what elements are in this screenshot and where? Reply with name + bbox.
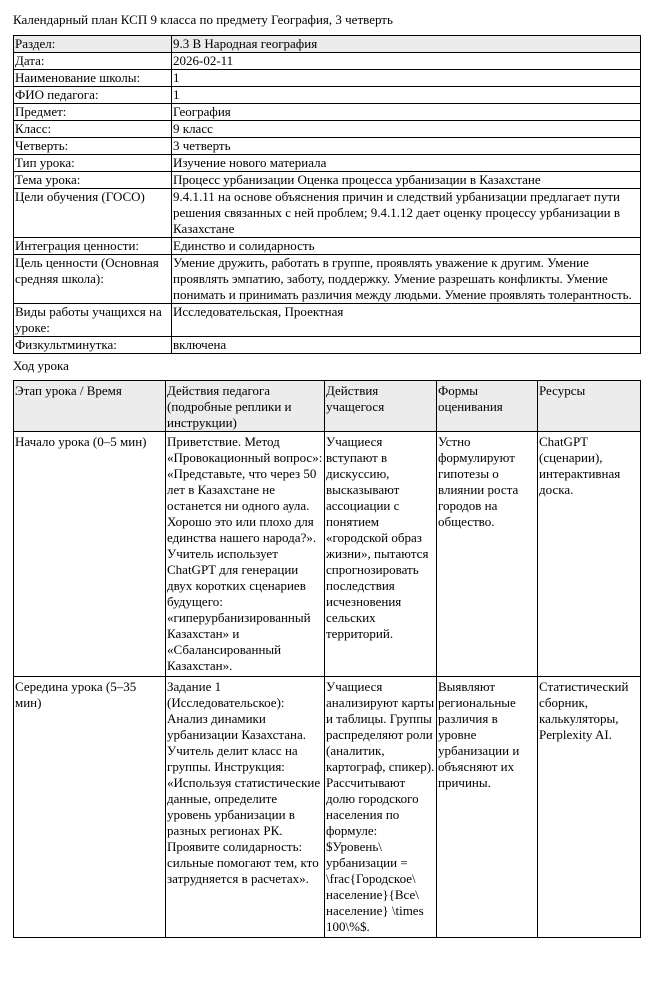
column-header: Действия педагога (подробные реплики и инструкции) xyxy=(166,381,325,432)
lesson-row xyxy=(14,677,641,938)
info-label: Раздел: xyxy=(14,36,172,53)
info-table xyxy=(13,35,641,354)
info-value: Исследовательская, Проектная xyxy=(172,304,641,337)
info-row xyxy=(14,70,641,87)
info-value: Умение дружить, работать в группе, проявлять уважение к другим. Умение проявлять эмпатию, заботу, поддержку. Умение разрешать конфликты. Умение понимать и принимать различия между людьми. Умение проявлять толерантность. xyxy=(172,255,641,304)
info-value: География xyxy=(172,104,641,121)
teacher-actions: Приветствие. Метод «Провокационный вопрос»: «Представьте, что через 50 лет в Казахстане не останется ни одного аула. Хорошо это или плохо для единства нашего народа?». Учитель использует ChatGPT для генерации двух коротких сценариев будущего: «гиперурбанизированный Казахстан» и «Сбалансированный Казахстан». xyxy=(166,432,325,677)
info-value: Изучение нового материала xyxy=(172,155,641,172)
info-label: Предмет: xyxy=(14,104,172,121)
info-label: Класс: xyxy=(14,121,172,138)
lesson-stage: Начало урока (0–5 мин) xyxy=(14,432,166,677)
lesson-row xyxy=(14,432,641,677)
page-title: Календарный план КСП 9 класса по предмету География, 3 четверть xyxy=(13,12,393,27)
column-header: Действия учащегося xyxy=(325,381,437,432)
info-label: Физкультминутка: xyxy=(14,337,172,354)
info-value: Единство и солидарность xyxy=(172,238,641,255)
lesson-header-row xyxy=(14,381,641,432)
student-actions: Учащиеся вступают в дискуссию, высказывают ассоциации с понятием «городской образ жизни», пытаются спрогнозировать последствия исчезновения сельских территорий. xyxy=(325,432,437,677)
info-value: включена xyxy=(172,337,641,354)
info-label: Тема урока: xyxy=(14,172,172,189)
info-value: 2026-02-11 xyxy=(172,53,641,70)
info-row xyxy=(14,138,641,155)
info-row xyxy=(14,121,641,138)
info-row xyxy=(14,337,641,354)
column-header: Ресурсы xyxy=(538,381,641,432)
column-header: Этап урока / Время xyxy=(14,381,166,432)
info-value: 1 xyxy=(172,87,641,104)
info-row xyxy=(14,255,641,304)
info-value: 1 xyxy=(172,70,641,87)
info-label: Дата: xyxy=(14,53,172,70)
info-label: Цели обучения (ГОСО) xyxy=(14,189,172,238)
resources: ChatGPT (сценарии), интерактивная доска. xyxy=(538,432,641,677)
teacher-actions: Задание 1 (Исследовательское): Анализ динамики урбанизации Казахстана. Учитель делит класс на группы. Инструкция: «Используя статистические данные, определите уровень урбанизации в разных регионах РК. Проявите солидарность: сильные помогают тем, кто затрудняется в расчетах». xyxy=(166,677,325,938)
info-label: Цель ценности (Основная средняя школа): xyxy=(14,255,172,304)
info-value: 9.3 В Народная география xyxy=(172,36,641,53)
assessment-forms: Устно формулируют гипотезы о влиянии роста городов на общество. xyxy=(437,432,538,677)
student-actions: Учащиеся анализируют карты и таблицы. Группы распределяют роли (аналитик, картограф, спикер). Рассчитывают долю городского населения по формуле: $Уровень\ урбанизации = \frac{Городское\ население}{Все\ население} \times 100\%$. xyxy=(325,677,437,938)
info-label: Наименование школы: xyxy=(14,70,172,87)
info-row xyxy=(14,189,641,238)
info-value: Процесс урбанизации Оценка процесса урбанизации в Казахстане xyxy=(172,172,641,189)
lesson-stage: Середина урока (5–35 мин) xyxy=(14,677,166,938)
info-row xyxy=(14,36,641,53)
info-label: Тип урока: xyxy=(14,155,172,172)
info-value: 9.4.1.11 на основе объяснения причин и следствий урбанизации предлагает пути решения связанных с ней проблем; 9.4.1.12 дает оценку процессу урбанизации в Казахстане xyxy=(172,189,641,238)
info-value: 9 класс xyxy=(172,121,641,138)
info-row xyxy=(14,104,641,121)
info-row xyxy=(14,87,641,104)
info-label: Виды работы учащихся на уроке: xyxy=(14,304,172,337)
info-label: Интеграция ценности: xyxy=(14,238,172,255)
info-row xyxy=(14,238,641,255)
lesson-table xyxy=(13,380,641,938)
info-row xyxy=(14,53,641,70)
assessment-forms: Выявляют региональные различия в уровне урбанизации и объясняют их причины. xyxy=(437,677,538,938)
info-label: Четверть: xyxy=(14,138,172,155)
info-row xyxy=(14,155,641,172)
info-row xyxy=(14,304,641,337)
info-value: 3 четверть xyxy=(172,138,641,155)
info-row xyxy=(14,172,641,189)
lesson-section-title: Ход урока xyxy=(13,358,69,373)
info-label: ФИО педагога: xyxy=(14,87,172,104)
column-header: Формы оценивания xyxy=(437,381,538,432)
resources: Статистический сборник, калькуляторы, Perplexity AI. xyxy=(538,677,641,938)
